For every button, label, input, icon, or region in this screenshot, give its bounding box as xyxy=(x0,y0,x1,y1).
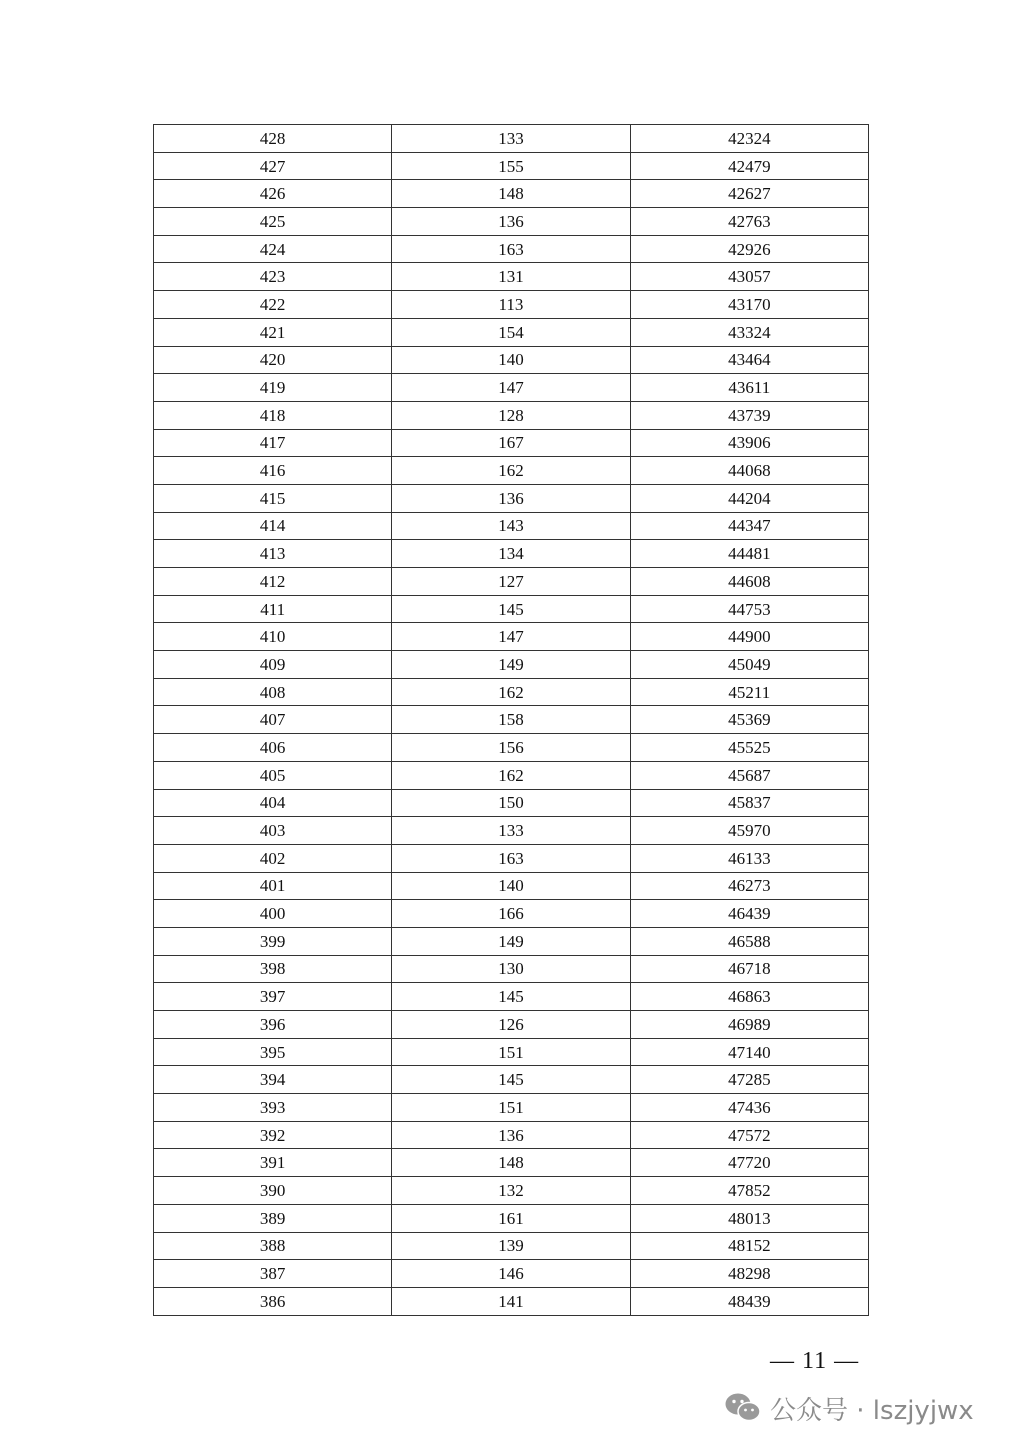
table-row xyxy=(154,568,869,596)
table-row xyxy=(154,927,869,955)
table-cell: 48152 xyxy=(630,1232,868,1260)
table-cell: 426 xyxy=(154,180,392,208)
table-cell: 410 xyxy=(154,623,392,651)
table-cell: 48013 xyxy=(630,1204,868,1232)
table-cell: 387 xyxy=(154,1260,392,1288)
table-cell: 391 xyxy=(154,1149,392,1177)
table-cell: 409 xyxy=(154,651,392,679)
table-cell: 45369 xyxy=(630,706,868,734)
table-row xyxy=(154,1149,869,1177)
table-cell: 403 xyxy=(154,817,392,845)
table-row xyxy=(154,484,869,512)
table-cell: 419 xyxy=(154,374,392,402)
table-row xyxy=(154,623,869,651)
table-cell: 47436 xyxy=(630,1094,868,1122)
score-table xyxy=(153,124,869,1316)
table-cell: 131 xyxy=(392,263,630,291)
table-cell: 43611 xyxy=(630,374,868,402)
table-cell: 145 xyxy=(392,983,630,1011)
table-cell: 148 xyxy=(392,1149,630,1177)
table-cell: 132 xyxy=(392,1177,630,1205)
table-cell: 394 xyxy=(154,1066,392,1094)
table-cell: 162 xyxy=(392,457,630,485)
table-cell: 150 xyxy=(392,789,630,817)
table-cell: 149 xyxy=(392,927,630,955)
table-cell: 43057 xyxy=(630,263,868,291)
table-cell: 46718 xyxy=(630,955,868,983)
score-table-body xyxy=(154,125,869,1316)
table-cell: 45049 xyxy=(630,651,868,679)
table-cell: 47852 xyxy=(630,1177,868,1205)
table-row xyxy=(154,789,869,817)
table-cell: 146 xyxy=(392,1260,630,1288)
wechat-icon xyxy=(724,1392,762,1424)
table-cell: 47572 xyxy=(630,1121,868,1149)
table-cell: 398 xyxy=(154,955,392,983)
table-cell: 386 xyxy=(154,1287,392,1315)
table-row xyxy=(154,180,869,208)
table-cell: 143 xyxy=(392,512,630,540)
table-cell: 45211 xyxy=(630,678,868,706)
table-cell: 147 xyxy=(392,623,630,651)
table-row xyxy=(154,817,869,845)
table-cell: 148 xyxy=(392,180,630,208)
table-row xyxy=(154,872,869,900)
table-cell: 44204 xyxy=(630,484,868,512)
table-cell: 425 xyxy=(154,208,392,236)
table-cell: 147 xyxy=(392,374,630,402)
table-cell: 167 xyxy=(392,429,630,457)
table-cell: 155 xyxy=(392,152,630,180)
table-cell: 44481 xyxy=(630,540,868,568)
table-row xyxy=(154,595,869,623)
table-cell: 43170 xyxy=(630,291,868,319)
table-row xyxy=(154,1177,869,1205)
table-row xyxy=(154,291,869,319)
table-row xyxy=(154,1204,869,1232)
table-cell: 140 xyxy=(392,346,630,374)
table-cell: 390 xyxy=(154,1177,392,1205)
table-cell: 134 xyxy=(392,540,630,568)
table-cell: 139 xyxy=(392,1232,630,1260)
table-cell: 417 xyxy=(154,429,392,457)
table-cell: 145 xyxy=(392,1066,630,1094)
table-cell: 402 xyxy=(154,844,392,872)
table-cell: 44068 xyxy=(630,457,868,485)
table-cell: 42479 xyxy=(630,152,868,180)
table-cell: 136 xyxy=(392,208,630,236)
table-cell: 163 xyxy=(392,235,630,263)
table-cell: 130 xyxy=(392,955,630,983)
table-cell: 427 xyxy=(154,152,392,180)
table-row xyxy=(154,1038,869,1066)
table-row xyxy=(154,678,869,706)
table-cell: 44347 xyxy=(630,512,868,540)
table-cell: 42763 xyxy=(630,208,868,236)
table-cell: 45970 xyxy=(630,817,868,845)
table-cell: 133 xyxy=(392,125,630,153)
table-cell: 407 xyxy=(154,706,392,734)
wechat-watermark xyxy=(724,1388,974,1428)
table-cell: 133 xyxy=(392,817,630,845)
table-row xyxy=(154,152,869,180)
table-cell: 136 xyxy=(392,484,630,512)
table-row xyxy=(154,1094,869,1122)
table-cell: 166 xyxy=(392,900,630,928)
table-cell: 420 xyxy=(154,346,392,374)
table-cell: 422 xyxy=(154,291,392,319)
table-cell: 46439 xyxy=(630,900,868,928)
table-cell: 151 xyxy=(392,1038,630,1066)
table-cell: 158 xyxy=(392,706,630,734)
table-cell: 43464 xyxy=(630,346,868,374)
table-row xyxy=(154,346,869,374)
table-row xyxy=(154,900,869,928)
table-cell: 412 xyxy=(154,568,392,596)
table-cell: 46863 xyxy=(630,983,868,1011)
table-row xyxy=(154,706,869,734)
table-cell: 47140 xyxy=(630,1038,868,1066)
table-cell: 406 xyxy=(154,734,392,762)
table-cell: 388 xyxy=(154,1232,392,1260)
table-cell: 46588 xyxy=(630,927,868,955)
table-cell: 156 xyxy=(392,734,630,762)
table-cell: 44753 xyxy=(630,595,868,623)
table-row xyxy=(154,651,869,679)
table-cell: 162 xyxy=(392,678,630,706)
table-cell: 127 xyxy=(392,568,630,596)
table-cell: 415 xyxy=(154,484,392,512)
table-cell: 400 xyxy=(154,900,392,928)
table-cell: 48298 xyxy=(630,1260,868,1288)
table-cell: 42926 xyxy=(630,235,868,263)
table-cell: 126 xyxy=(392,1011,630,1039)
table-row xyxy=(154,1121,869,1149)
table-row xyxy=(154,761,869,789)
table-cell: 141 xyxy=(392,1287,630,1315)
table-cell: 113 xyxy=(392,291,630,319)
table-row xyxy=(154,208,869,236)
table-row xyxy=(154,263,869,291)
table-cell: 405 xyxy=(154,761,392,789)
table-cell: 140 xyxy=(392,872,630,900)
table-row xyxy=(154,955,869,983)
table-row xyxy=(154,983,869,1011)
table-row xyxy=(154,1287,869,1315)
table-row xyxy=(154,844,869,872)
table-row xyxy=(154,1260,869,1288)
table-cell: 145 xyxy=(392,595,630,623)
table-row xyxy=(154,1066,869,1094)
table-cell: 45837 xyxy=(630,789,868,817)
table-cell: 414 xyxy=(154,512,392,540)
table-cell: 43906 xyxy=(630,429,868,457)
table-row xyxy=(154,401,869,429)
table-cell: 418 xyxy=(154,401,392,429)
table-cell: 42324 xyxy=(630,125,868,153)
table-cell: 404 xyxy=(154,789,392,817)
table-row xyxy=(154,734,869,762)
table-cell: 162 xyxy=(392,761,630,789)
table-cell: 47285 xyxy=(630,1066,868,1094)
table-cell: 43324 xyxy=(630,318,868,346)
table-cell: 46989 xyxy=(630,1011,868,1039)
table-cell: 393 xyxy=(154,1094,392,1122)
table-cell: 46133 xyxy=(630,844,868,872)
table-cell: 399 xyxy=(154,927,392,955)
table-cell: 151 xyxy=(392,1094,630,1122)
table-cell: 424 xyxy=(154,235,392,263)
table-cell: 154 xyxy=(392,318,630,346)
table-cell: 421 xyxy=(154,318,392,346)
table-cell: 395 xyxy=(154,1038,392,1066)
table-row xyxy=(154,429,869,457)
table-cell: 45525 xyxy=(630,734,868,762)
table-row xyxy=(154,125,869,153)
page-number: — 11 — xyxy=(770,1348,860,1374)
table-cell: 43739 xyxy=(630,401,868,429)
table-cell: 389 xyxy=(154,1204,392,1232)
table-cell: 416 xyxy=(154,457,392,485)
table-row xyxy=(154,1011,869,1039)
table-cell: 47720 xyxy=(630,1149,868,1177)
table-row xyxy=(154,540,869,568)
table-cell: 46273 xyxy=(630,872,868,900)
table-cell: 163 xyxy=(392,844,630,872)
table-cell: 48439 xyxy=(630,1287,868,1315)
table-row xyxy=(154,235,869,263)
table-cell: 42627 xyxy=(630,180,868,208)
table-row xyxy=(154,1232,869,1260)
table-cell: 149 xyxy=(392,651,630,679)
table-cell: 128 xyxy=(392,401,630,429)
table-cell: 428 xyxy=(154,125,392,153)
table-row xyxy=(154,512,869,540)
table-row xyxy=(154,374,869,402)
table-row xyxy=(154,318,869,346)
table-cell: 401 xyxy=(154,872,392,900)
table-cell: 396 xyxy=(154,1011,392,1039)
watermark-text: 公众号 · lszjyjwx xyxy=(770,1395,974,1426)
table-cell: 44608 xyxy=(630,568,868,596)
table-cell: 161 xyxy=(392,1204,630,1232)
table-cell: 136 xyxy=(392,1121,630,1149)
table-row xyxy=(154,457,869,485)
table-cell: 45687 xyxy=(630,761,868,789)
table-cell: 413 xyxy=(154,540,392,568)
table-cell: 423 xyxy=(154,263,392,291)
table-cell: 397 xyxy=(154,983,392,1011)
table-cell: 411 xyxy=(154,595,392,623)
table-cell: 408 xyxy=(154,678,392,706)
table-cell: 392 xyxy=(154,1121,392,1149)
table-cell: 44900 xyxy=(630,623,868,651)
